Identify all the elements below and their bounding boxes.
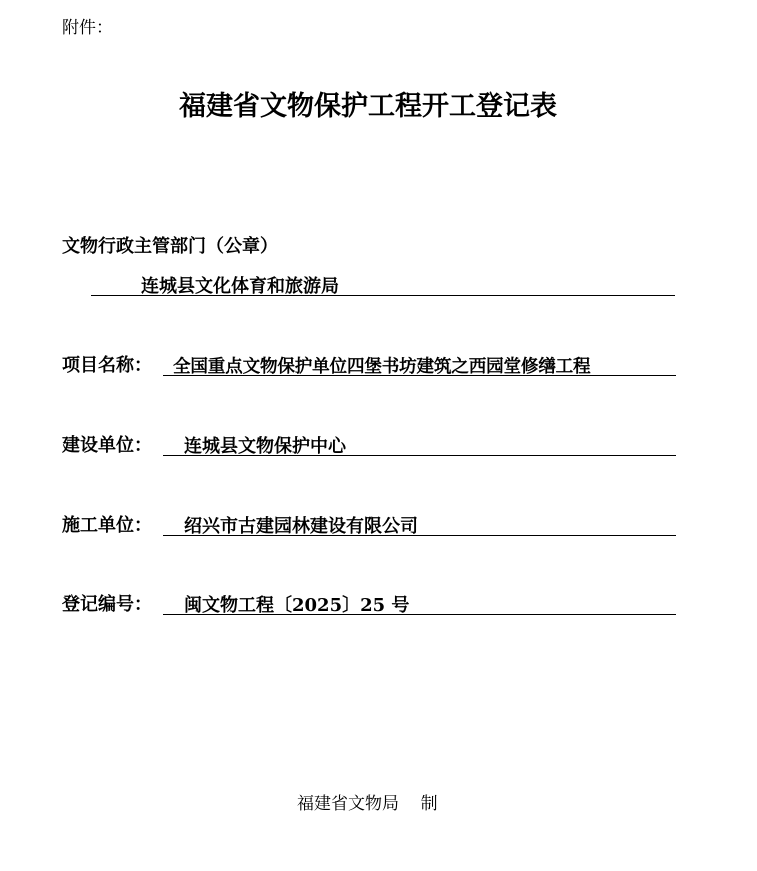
registration-label: 登记编号： <box>62 594 152 615</box>
attachment-label: 附件： <box>62 18 113 38</box>
constructor-value: 绍兴市古建园林建设有限公司 <box>163 514 676 536</box>
page-title: 福建省文物保护工程开工登记表 <box>179 91 557 122</box>
project-value: 全国重点文物保护单位四堡书坊建筑之西园堂修缮工程 <box>163 354 676 376</box>
builder-label: 建设单位： <box>62 435 152 456</box>
department-value: 连城县文化体育和旅游局 <box>91 274 675 296</box>
project-label: 项目名称： <box>62 355 152 376</box>
department-label: 文物行政主管部门（公章） <box>62 236 278 257</box>
constructor-label: 施工单位： <box>62 515 152 536</box>
builder-value: 连城县文物保护中心 <box>163 434 676 456</box>
issuer-footer: 福建省文物局 制 <box>297 794 438 814</box>
registration-value: 闽文物工程〔2025〕25 号 <box>163 593 676 615</box>
